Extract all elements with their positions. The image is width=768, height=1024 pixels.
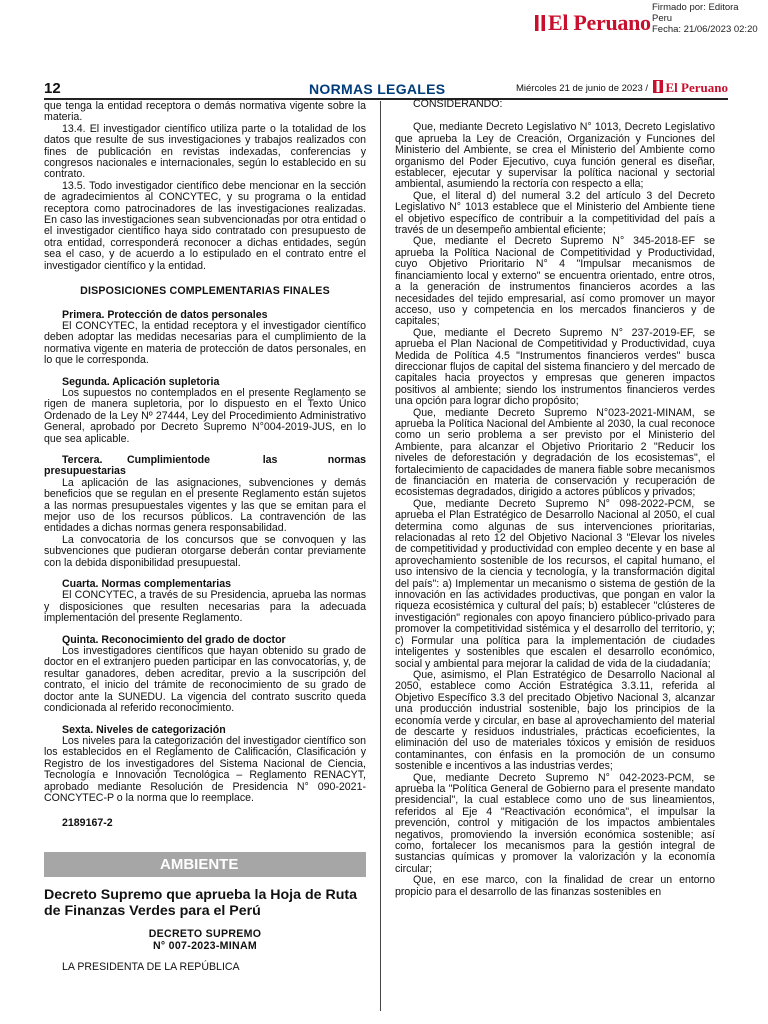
- subheading-word: Cumplimiento: [127, 453, 198, 466]
- paragraph: Que, mediante el Decreto Supremo N° 345-2018-EF se aprueba la Política Nacional de Competitividad y Productividad, cuyo Objetivo Prioritario N° 4 "Impulsar mecanismos de financiamiento local y externo" se encuentra orientado, entre otros, a la generación de instrumentos financieros acordes a las necesidades del tejido empresarial, así como promover un mayor acceso, uso y competencia en los mercados financieros y de capitales;: [395, 235, 715, 328]
- sector-band: AMBIENTE: [44, 852, 366, 877]
- issuer-line: LA PRESIDENTA DE LA REPÚBLICA: [62, 960, 240, 973]
- subheading-word: las: [262, 453, 278, 466]
- paragraph: 13.4. El investigador científico utiliza parte o la totalidad de los datos que resulte de sus investigaciones y trabajos realizados con fines de publicación en revistas indexadas, conferencias y congresos nacionales e internacionales, según lo establecido en su contrato.: [44, 122, 366, 181]
- signature-line: Fecha: 21/06/2023 02:20: [652, 24, 758, 35]
- paragraph: Los investigadores científicos que hayan obtenido su grado de doctor en el extranjero pueden participar en las convocatorias, y, de resultar ganadores, deben acreditar, previo a la suscripción del contrato, el inicio del trámite de reconocimiento de su grado de doctor ante la SUNEDU. La vigencia del contrato suscrito queda condicionada al referido reconocimiento.: [44, 645, 366, 715]
- page-number: 12: [44, 80, 61, 97]
- paragraph: Que, asimismo, el Plan Estratégico de Desarrollo Nacional al 2050, establece como Acción Estratégica 3.3.11, referida al Objetivo Específico 3.3 del precitado Objetivo Nacional 3, alcanzar una producción industrial sostenible, bajo los principios de la economía verde y circular, en base al aprovechamiento del material de descarte y residuos industriales, prácticas ecoeficientes, la eliminación del uso de materiales tóxicos y emisión de residuos contaminantes, con énfasis en la promoción de un consumo sostenible e incentivos a las industrias verdes;: [395, 668, 715, 773]
- paragraph: Los niveles para la categorización del investigador científico son los establecidos en el Reglamento de Calificación, Clasificación y Registro de los investigadores del Sistema Nacional de Ciencia, Tecnología e Innovación Tecnológica – Reglamento RENACYT, aprobado mediante Resolución de Presidencia N° 090-2021-CONCYTEC-P o la norma que lo reemplace.: [44, 734, 366, 804]
- paragraph: Que, el literal d) del numeral 3.2 del artículo 3 del Decreto Legislativo N° 1013 establece que el Ministerio del Ambiente tiene el objetivo específico de contribuir a la competitividad del país a través de un desempeño ambiental eficiente;: [395, 189, 715, 237]
- flag-icon: [535, 15, 545, 31]
- subheading: Sexta. Niveles de categorización: [62, 723, 226, 736]
- header-brand-name: El Peruano: [665, 80, 728, 95]
- masthead-name: El Peruano: [548, 10, 651, 35]
- paragraph: que tenga la entidad receptora o demás normativa vigente sobre la materia.: [44, 100, 366, 124]
- paragraph: El CONCYTEC, a través de su Presidencia, aprueba las normas y disposiciones que resulten necesarias para la adecuada implementación del presente Reglamento.: [44, 589, 366, 625]
- signature-line: Peru: [652, 13, 673, 24]
- paragraph: Que, mediante Decreto Supremo N°023-2021-MINAM, se aprueba la Política Nacional del Ambiente al 2030, la cual reconoce como un serio problema a ser previsto por el Ministerio del Ambiente, para alcanzar el Objetivo Prioritario 2 "Reducir los niveles de deforestación y degradación de los ecosistemas", el fortalecimiento de capacidades de manera fiable sobre mecanismos de financiación en materia de conservación y recuperación de ecosistemas degradados, dirigido a actores públicos y privados;: [395, 406, 715, 499]
- right-column: [395, 98, 715, 898]
- subheading-word: Tercera.: [62, 453, 103, 466]
- subheading: Primera. Protección de datos personales: [62, 308, 268, 321]
- digital-signature: [652, 2, 758, 35]
- subheading-word: de: [197, 453, 211, 466]
- paragraph: La convocatoria de los concursos que se convoquen y las subvenciones que pudieran otorgarse deberán contar previamente con la debida disponibilidad presupuestal.: [44, 533, 366, 569]
- considerando-heading: CONSIDERANDO:: [413, 98, 503, 110]
- document-code: 2189167-2: [62, 817, 113, 830]
- column-divider: [380, 101, 381, 1011]
- decree-label: DECRETO SUPREMO: [148, 928, 262, 941]
- paragraph: Que, mediante Decreto Supremo N° 042-2023-PCM, se aprueba la "Política General de Gobierno para el presente mandato presidencial", la cual establece como uno de sus lineamientos, referidos al Eje 4 "Reactivación económica", el impulsar la prevención, control y mitigación de los impactos ambientales negativos, promoviendo la inversión económica sostenible; así como, fortalecer los mecanismos para la gestión integral de sustancias químicas y promover la valorización y la economía circular;: [395, 771, 715, 875]
- paragraph: Los supuestos no contemplados en el presente Reglamento se rigen de manera supletoria, por lo dispuesto en el Texto Único Ordenado de la Ley Nº 27444, Ley del Procedimiento Administrativo General, aprobado por Decreto Supremo N°004-2019-JUS, en lo que sea aplicable.: [44, 386, 366, 445]
- subheading: Segunda. Aplicación supletoria: [62, 375, 220, 388]
- paragraph: La aplicación de las asignaciones, subvenciones y demás beneficios que se regulan en el presente Reglamento están sujetos a las normas presupuestales vigentes y las que se emitan para el mejor uso de los recursos públicos. La contravención de las entidades a dichas normas genera responsabilidad.: [44, 476, 366, 535]
- paragraph: Que, en ese marco, con la finalidad de crear un entorno propicio para el desarrollo de las finanzas sostenibles en: [395, 874, 715, 898]
- issue-date: Miércoles 21 de junio de 2023 /: [516, 83, 649, 94]
- subheading: Cuarta. Normas complementarias: [62, 578, 231, 591]
- section-title: NORMAS LEGALES: [309, 81, 446, 97]
- signature-line: Firmado por: Editora: [652, 2, 739, 13]
- flag-icon: [653, 80, 663, 93]
- left-column: [44, 101, 366, 973]
- masthead-logo: [535, 10, 651, 36]
- paragraph: Que, mediante el Decreto Supremo N° 237-2019-EF, se aprueba el Plan Nacional de Competitividad y Productividad, cuya Medida de Política 4.5 "Instrumentos financieros verdes" busca direccionar flujos de capital del sistema financiero y del mercado de capitales hacia proyectos y empresas que generen impactos positivos al ambiente; siendo los instrumentos financieros verdes una opción para lograr dicho propósito;: [395, 326, 715, 408]
- page-header: [44, 80, 728, 100]
- paragraph: El CONCYTEC, la entidad receptora y el investigador científico deben adoptar las medidas necesarias para el cumplimiento de la normativa vigente en materia de protección de datos personales, en lo que le corresponda.: [44, 319, 366, 367]
- section-heading: DISPOSICIONES COMPLEMENTARIAS FINALES: [80, 285, 330, 298]
- paragraph: Que, mediante Decreto Supremo N° 098-2022-PCM, se aprueba el Plan Estratégico de Desarrollo Nacional al 2050, el cual determina como algunas de sus intervenciones prioritarias, relacionadas al reto 12 del Objetivo Nacional 3 "Elevar los niveles de competitividad y productividad con empleo decente y en base al aprovechamiento sostenible de los recursos, el capital humano, el uso intensivo de la ciencia y tecnología, y la transformación digital del país": a) Implementar un mecanismo o sistema de gestión de la innovación en las actividades productivas, que pongan en valor la riqueza ecosistémica y cultural del país; b) establecer "clústeres de investigación" regionales con apoyo financiero público-privado para promover la competitividad sistémica y el desarrollo del territorio, y; c) Formular una política para la implementación de ciudades inteligentes y sostenibles que escalen el desarrollo económico, social y ambiental para mejorar la calidad de vida de la ciudadanía;: [395, 497, 715, 670]
- header-brand: [653, 80, 728, 96]
- decree-number: N° 007-2023-MINAM: [152, 939, 258, 952]
- subheading-cont: presupuestarias: [44, 465, 126, 478]
- paragraph: 13.5. Todo investigador científico debe mencionar en la sección de agradecimientos al CONCYTEC, y su programa o la entidad receptora como patrocinadores de las investigaciones realizadas. En caso las investigaciones sean subvencionadas por otra entidad o el investigador científico haya sido contratado con presupuesto de otra entidad, corresponderá reconocer a dichas entidades, según sea el caso, y de acuerdo a lo estipulado en el contrato entre el investigador científico y la entidad.: [44, 179, 366, 272]
- paragraph: Que, mediante Decreto Legislativo N° 1013, Decreto Legislativo que aprueba la Ley de Creación, Organización y Funciones del Ministerio del Ambiente, se crea el Ministerio del Ambiente como organismo del Poder Ejecutivo, cuya función general es diseñar, establecer, ejecutar y supervisar la política nacional y sectorial ambiental, asumiendo la rectoría con respecto a ella;: [395, 121, 715, 191]
- subheading-word: normas: [327, 453, 366, 466]
- decree-title: Decreto Supremo que aprueba la Hoja de Ruta de Finanzas Verdes para el Perú: [44, 887, 357, 920]
- subheading: Quinta. Reconocimiento del grado de doctor: [62, 633, 286, 646]
